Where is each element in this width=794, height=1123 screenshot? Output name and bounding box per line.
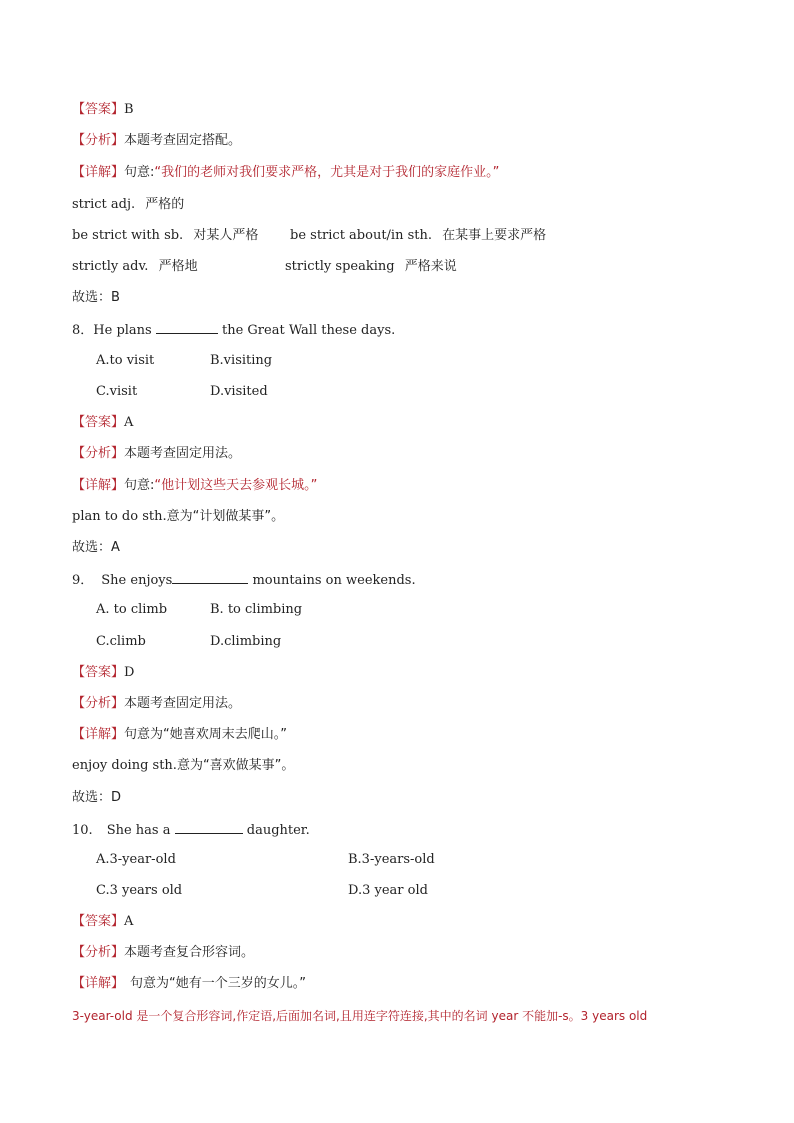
q7-note-line-2 [72, 228, 258, 244]
q9-answer: D [124, 665, 135, 680]
q8-detail-quote: “他计划这些天去参观长城。” [154, 478, 318, 493]
q8-note-cn: 意为“计划做某事”。 [166, 509, 285, 524]
q10-blank [175, 821, 243, 834]
q9-number: 9． [72, 573, 94, 588]
q9-detail-line [72, 727, 287, 743]
q9-option-a: A. to climb [96, 602, 168, 617]
q9-note-en: enjoy doing sth. [72, 758, 177, 773]
q9-analysis-line [72, 696, 241, 712]
q9-option-d: D.climbing [210, 634, 282, 649]
q9-choice: 故选：D [72, 790, 122, 805]
q7-note-line-3 [72, 259, 198, 275]
q8-option-d: D.visited [210, 384, 268, 399]
q10-option-d: D.3 year old [348, 883, 428, 898]
q8-detail-line [72, 478, 317, 494]
q8-blank [156, 321, 218, 334]
q10-option-c: C.3 years old [96, 883, 183, 898]
analysis-tag: 【分析】 [72, 133, 125, 148]
q10-explanation: 3-year-old 是一个复合形容词,作定语,后面加名词,且用连字符连接,其中的名词 year 不能加-s。3 years old [72, 1009, 648, 1023]
q10-analysis: 本题考查复合形容词。 [124, 945, 255, 960]
q9-stem-b: mountains on weekends. [252, 573, 416, 588]
analysis-tag: 【分析】 [72, 446, 125, 461]
analysis-tag: 【分析】 [72, 945, 125, 960]
q10-analysis-line [72, 945, 254, 961]
analysis-tag: 【分析】 [72, 696, 125, 711]
q7-detail-line [72, 165, 499, 181]
q8-analysis: 本题考查固定用法。 [124, 446, 242, 461]
q10-answer-line [72, 914, 133, 930]
q7-strictly-speaking: strictly speaking [285, 259, 395, 274]
answer-tag: 【答案】 [72, 102, 125, 117]
q8-answer-line [72, 415, 133, 431]
q7-strict-about-cn: 在某事上要求严格 [442, 228, 547, 243]
q7-strict-about: be strict about/in sth. [290, 228, 432, 243]
q7-note-line-3b [285, 259, 457, 275]
q10-option-b: B.3-years-old [348, 852, 435, 867]
q7-note-line-1 [72, 197, 184, 213]
q7-detail-prefix: 句意: [124, 165, 155, 180]
q8-note-line [72, 509, 284, 525]
q8-detail-prefix: 句意: [124, 478, 155, 493]
q7-strictly-adv: strictly adv. [72, 259, 149, 274]
q7-strict-with: be strict with sb. [72, 228, 184, 243]
answer-tag: 【答案】 [72, 665, 125, 680]
q7-answer-line [72, 102, 134, 118]
detail-tag: 【详解】 [72, 478, 125, 493]
q9-stem-a: She enjoys [101, 573, 173, 588]
q7-analysis-line [72, 133, 241, 149]
q10-answer: A [124, 914, 134, 929]
q7-strict-adj-cn: 严格的 [145, 197, 185, 212]
q10-stem-b: daughter. [246, 823, 310, 838]
detail-tag: 【详解】 [72, 165, 125, 180]
answer-tag: 【答案】 [72, 914, 125, 929]
q10-option-a: A.3-year-old [96, 852, 176, 867]
q10-detail: 句意为“她有一个三岁的女儿。” [130, 976, 306, 991]
q7-strictly-adv-cn: 严格地 [158, 259, 198, 274]
detail-tag: 【详解】 [72, 727, 125, 742]
q9-answer-line [72, 665, 134, 681]
q8-answer: A [124, 415, 134, 430]
q8-option-b: B.visiting [210, 353, 273, 368]
q9-option-b: B. to climbing [210, 602, 303, 617]
q7-analysis: 本题考查固定搭配。 [124, 133, 242, 148]
q8-number: 8． [72, 323, 94, 338]
q10-stem [72, 821, 310, 839]
q9-analysis: 本题考查固定用法。 [124, 696, 242, 711]
q9-note-cn: 意为“喜欢做某事”。 [176, 758, 295, 773]
q9-detail: 句意为“她喜欢周末去爬山。” [124, 727, 287, 742]
q9-option-c: C.climb [96, 634, 146, 649]
q10-number: 10. [72, 823, 93, 838]
q7-choice: 故选：B [72, 290, 120, 305]
q9-blank [172, 571, 248, 584]
q8-note-en: plan to do sth. [72, 509, 167, 524]
answer-tag: 【答案】 [72, 415, 125, 430]
q8-option-c: C.visit [96, 384, 138, 399]
q8-stem [72, 321, 395, 339]
q8-choice: 故选：A [72, 540, 120, 555]
q10-stem-a: She has a [106, 823, 171, 838]
q7-detail-quote: “我们的老师对我们要求严格，尤其是对于我们的家庭作业。” [154, 165, 500, 180]
q7-strictly-speaking-cn: 严格来说 [404, 259, 457, 274]
q7-strict-adj: strict adj. [72, 197, 136, 212]
q8-stem-a: He plans [93, 323, 152, 338]
q9-note-line [72, 758, 294, 774]
q7-strict-with-cn: 对某人严格 [193, 228, 259, 243]
detail-tag: 【详解】 [72, 976, 125, 991]
q7-answer: B [124, 102, 134, 117]
q7-note-line-2b [290, 228, 546, 244]
q8-analysis-line [72, 446, 241, 462]
q10-detail-line [72, 976, 306, 992]
q9-stem [72, 571, 416, 589]
q8-option-a: A.to visit [96, 353, 155, 368]
q8-stem-b: the Great Wall these days. [222, 323, 396, 338]
